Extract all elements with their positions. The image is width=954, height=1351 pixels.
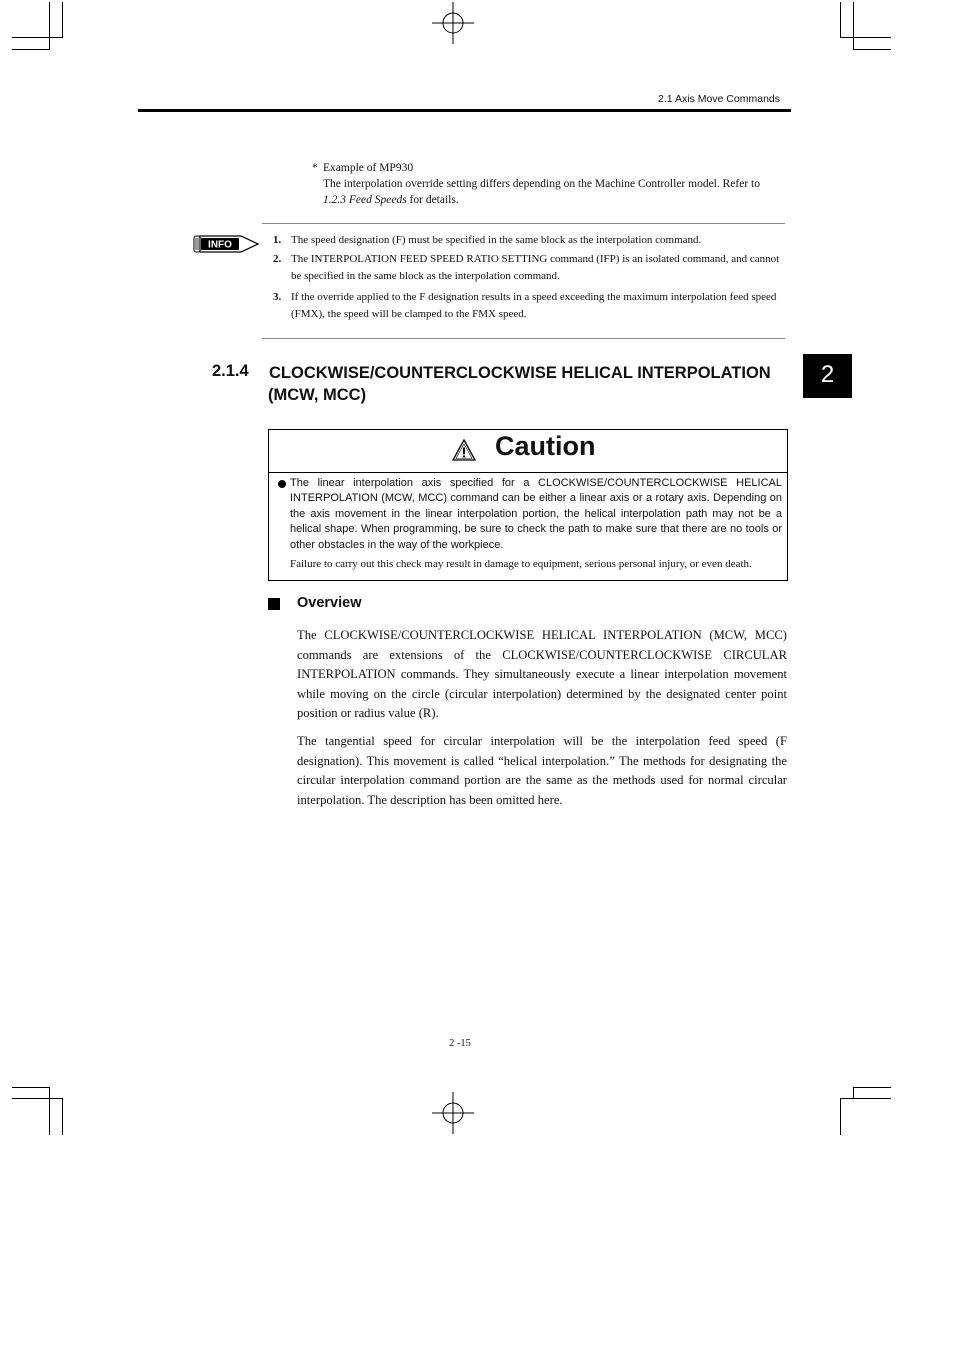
info-rule-top bbox=[262, 223, 785, 224]
footnote-marker: * bbox=[312, 162, 318, 174]
caution-header bbox=[269, 430, 787, 473]
caution-title: Caution bbox=[495, 431, 596, 461]
footnote-reference: 1.2.3 Feed Speeds bbox=[323, 194, 407, 206]
crop-mark-top-right-h2 bbox=[853, 49, 891, 50]
crop-mark-bottom-right-h bbox=[853, 1087, 891, 1088]
crop-mark-bottom-left-h bbox=[12, 1087, 50, 1088]
warning-triangle-icon bbox=[452, 439, 476, 461]
header-rule bbox=[138, 109, 791, 112]
registration-mark-top-icon bbox=[432, 2, 474, 44]
overview-title: Overview bbox=[297, 595, 362, 611]
crop-mark-bottom-left-v2 bbox=[62, 1098, 63, 1135]
registration-mark-bottom-icon bbox=[432, 1092, 474, 1134]
crop-mark-bottom-right-v2 bbox=[840, 1098, 841, 1135]
bullet-icon bbox=[278, 480, 286, 488]
section-title: CLOCKWISE/COUNTERCLOCKWISE HELICAL INTERPOLATION (MCW, MCC) bbox=[268, 364, 771, 404]
overview-square-icon bbox=[268, 598, 280, 610]
info-icon bbox=[193, 233, 259, 255]
info-item: 1. The speed designation (F) must be specified in the same block as the interpolation command. bbox=[273, 234, 702, 246]
caution-box bbox=[268, 429, 788, 581]
footnote bbox=[312, 160, 772, 208]
crop-mark-bottom-left-h2 bbox=[12, 1098, 63, 1099]
overview-paragraph-2: The tangential speed for circular interpolation will be the interpolation feed speed (F designation). This movement is called “helical interpolation.” The methods for designating the circular interpolation command portion are the same as the methods used for normal circular interpolation. The description has been omitted here. bbox=[297, 734, 787, 807]
section-number: 2.1.4 bbox=[212, 362, 249, 380]
crop-mark-top-left-h bbox=[12, 49, 50, 50]
caution-text: The linear interpolation axis specified for a CLOCKWISE/COUNTERCLOCKWISE HELICAL INTERPOLATION (MCW, MCC) command can be either a linear axis or a rotary axis. Depending on the axis movement in the linear interpolation portion, the helical interpolation path may not be a helical shape. When programming, be sure to check the path to make sure that there are no tools or other obstacles in the way of the workpiece. bbox=[290, 477, 782, 551]
info-item: 2. The INTERPOLATION FEED SPEED RATIO SETTING command (IFP) is an isolated command, and cannot be specified in the same block as the interpolation command. bbox=[273, 253, 780, 282]
chapter-tab: 2 bbox=[803, 354, 852, 398]
crop-mark-top-left-v2 bbox=[62, 2, 63, 38]
info-rule-bottom bbox=[262, 338, 785, 339]
footnote-line-1: Example of MP930 bbox=[323, 162, 414, 174]
svg-text:INFO: INFO bbox=[208, 239, 232, 251]
crop-mark-top-right-v2 bbox=[853, 2, 854, 50]
crop-mark-bottom-left-v bbox=[49, 1087, 50, 1135]
crop-mark-top-left-v bbox=[49, 2, 50, 50]
overview-paragraph-1: The CLOCKWISE/COUNTERCLOCKWISE HELICAL INTERPOLATION (MCW, MCC) commands are extensions of the CLOCKWISE/COUNTERCLOCKWISE CIRCULAR INTERPOLATION commands. They simultaneously execute a linear interpolation movement while moving on the circle (circular interpolation) determined by the designated center point position or radius value (R). bbox=[297, 628, 787, 721]
caution-note: Failure to carry out this check may result in damage to equipment, serious personal injury, or even death. bbox=[290, 558, 752, 570]
running-header: 2.1 Axis Move Commands bbox=[658, 93, 780, 105]
info-item: 3. If the override applied to the F designation results in a speed exceeding the maximum interpolation feed speed (FMX), the speed will be clamped to the FMX speed. bbox=[273, 291, 777, 320]
crop-mark-top-right-h bbox=[840, 37, 891, 38]
page-number: 2 -15 bbox=[449, 1038, 471, 1049]
footnote-line-2: The interpolation override setting differs depending on the Machine Controller model. Refer to 1.2.3 Feed Speeds for details. bbox=[323, 178, 760, 206]
info-list bbox=[273, 232, 783, 323]
crop-mark-top-left-h2 bbox=[12, 37, 63, 38]
crop-mark-bottom-right-h2 bbox=[840, 1098, 891, 1099]
crop-mark-top-right-v bbox=[840, 2, 841, 38]
